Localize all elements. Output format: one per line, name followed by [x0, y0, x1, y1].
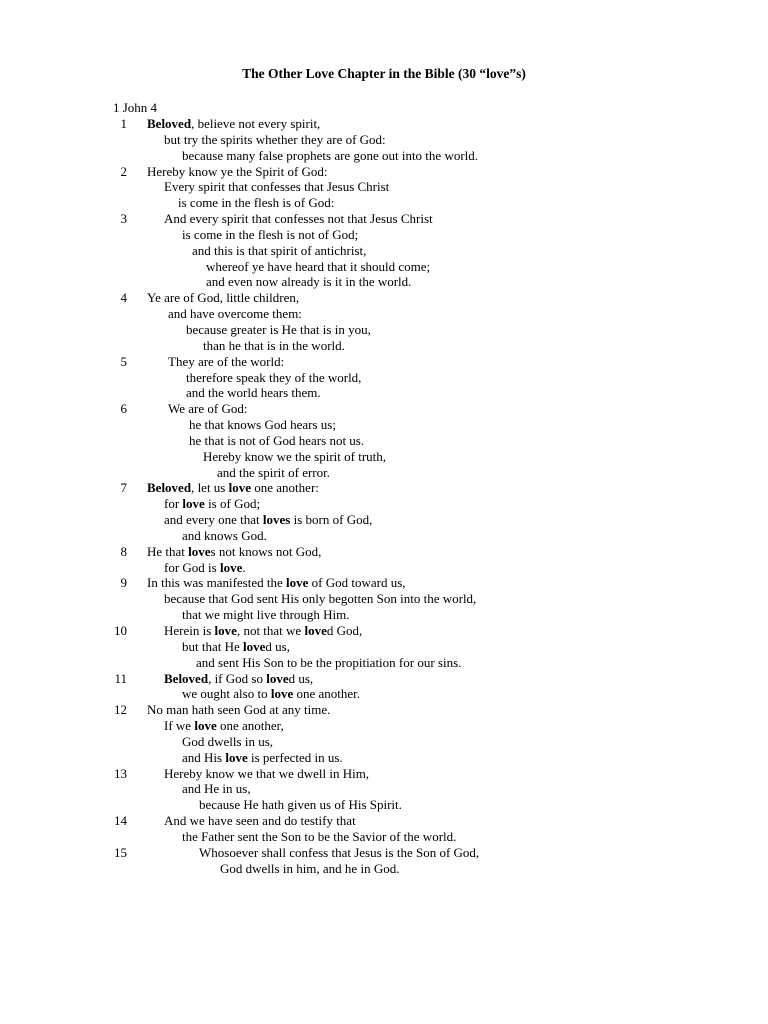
- text-run: one another.: [293, 686, 361, 702]
- verse-line: [0, 813, 768, 829]
- verse-text: [206, 274, 411, 290]
- verse-text: [182, 607, 350, 623]
- text-run: Whosoever shall confess that Jesus is the Son of God,: [199, 844, 480, 860]
- verse-text: [164, 718, 284, 734]
- verse-text: [164, 560, 246, 576]
- text-run: Hereby know we the spirit of truth,: [203, 448, 387, 464]
- text-run: he that is not of God hears not us.: [189, 432, 365, 448]
- verse-line: [0, 655, 768, 671]
- verse-number: 4: [120, 290, 127, 306]
- emphasized-word: love: [243, 638, 266, 654]
- emphasized-word: love: [194, 718, 217, 734]
- verse-number: 3: [120, 211, 127, 227]
- verse-text: [147, 575, 406, 591]
- verse-text: [182, 148, 478, 164]
- text-run: one another,: [216, 718, 284, 734]
- verse-line: [0, 480, 768, 496]
- verse-text: [164, 813, 356, 829]
- verse-text: [164, 132, 386, 148]
- verse-text: [168, 354, 284, 370]
- verse-line: [0, 528, 768, 544]
- text-run: and knows God.: [182, 527, 267, 543]
- verse-line: [0, 417, 768, 433]
- text-run: And we have seen and do testify that: [164, 813, 356, 829]
- verse-text: [164, 591, 476, 607]
- verse-text: [182, 686, 360, 702]
- verse-line: [0, 433, 768, 449]
- emphasized-word: love: [228, 480, 252, 496]
- text-run: and even now already is it in the world.: [206, 274, 412, 290]
- text-run: Ye are of God, little children,: [147, 290, 300, 306]
- text-run: of God toward us,: [308, 575, 406, 591]
- verse-number: 13: [114, 765, 127, 781]
- verse-line: [0, 512, 768, 528]
- document-title: The Other Love Chapter in the Bible (30 “love”s): [242, 66, 526, 81]
- verse-number: 11: [114, 670, 127, 686]
- text-run: , if God so: [208, 670, 267, 686]
- verse-line: [0, 465, 768, 481]
- text-run: d God,: [326, 623, 363, 638]
- verse-line: [0, 639, 768, 655]
- emphasized-word: love: [182, 496, 205, 512]
- text-run: is of God;: [204, 496, 261, 512]
- text-run: and He in us,: [182, 781, 251, 797]
- text-run: but try the spirits whether they are of God:: [164, 131, 386, 147]
- verse-text: [182, 528, 267, 544]
- verse-text: [196, 655, 461, 671]
- verse-text: [182, 227, 358, 243]
- text-run: s not knows not God,: [210, 543, 322, 559]
- text-run: for: [164, 496, 183, 512]
- verse-number: 12: [114, 702, 127, 718]
- verse-number: 15: [114, 844, 127, 860]
- verse-text: [186, 370, 361, 386]
- verse-line: [0, 750, 768, 766]
- text-run: No man hath seen God at any time.: [147, 702, 331, 718]
- verse-number: 10: [114, 623, 127, 638]
- verse-line: [0, 370, 768, 386]
- text-run: but that He: [182, 638, 244, 654]
- verse-text: [189, 433, 364, 449]
- verse-line: [0, 195, 768, 211]
- verse-line: [0, 148, 768, 164]
- text-run: Hereby know we that we dwell in Him,: [164, 765, 370, 781]
- verse-text: [186, 385, 321, 401]
- verse-line: [0, 274, 768, 290]
- verse-number: 14: [114, 813, 127, 829]
- verse-line: [0, 164, 768, 180]
- verse-text: [182, 781, 251, 797]
- text-run: , not that we: [236, 623, 305, 638]
- verse-line: [0, 671, 768, 687]
- verse-line: [0, 718, 768, 734]
- emphasized-word: love: [266, 670, 289, 686]
- text-run: and His: [182, 749, 226, 765]
- text-run: because greater is He that is in you,: [186, 321, 371, 337]
- text-run: In this was manifested the: [147, 575, 286, 591]
- text-run: is come in the flesh is of God:: [178, 195, 335, 211]
- verse-text: [220, 861, 399, 877]
- verse-line: [0, 544, 768, 560]
- verse-line: [0, 781, 768, 797]
- verse-number: 9: [120, 575, 127, 591]
- text-run: is come in the flesh is not of God;: [182, 226, 359, 242]
- text-run: we ought also to: [182, 686, 271, 702]
- verse-text: [168, 401, 247, 417]
- text-run: Herein is: [164, 623, 215, 638]
- verse-line: [0, 211, 768, 227]
- text-run: , believe not every spirit,: [191, 116, 321, 131]
- emphasized-word: loves: [262, 512, 291, 528]
- emphasized-word: love: [270, 686, 294, 702]
- text-run: is perfected in us.: [247, 749, 343, 765]
- verse-text: [164, 496, 260, 512]
- text-run: because that God sent His only begotten Son into the world,: [164, 591, 477, 607]
- text-run: They are of the world:: [168, 353, 285, 369]
- text-run: for God is: [164, 559, 220, 575]
- verse-line: [0, 702, 768, 718]
- verse-line: [0, 591, 768, 607]
- verse-number: 5: [120, 353, 127, 369]
- emphasized-word: Beloved: [147, 116, 192, 131]
- verse-line: [0, 845, 768, 861]
- verse-text: [178, 195, 334, 211]
- verse-number: 7: [120, 480, 127, 496]
- verse-text: [147, 702, 330, 718]
- verse-line: [0, 385, 768, 401]
- verse-line: [0, 797, 768, 813]
- verse-text: [186, 322, 371, 338]
- text-run: than he that is in the world.: [203, 337, 345, 353]
- verse-text: [147, 164, 328, 180]
- verse-line: [0, 766, 768, 782]
- text-run: therefore speak they of the world,: [186, 369, 362, 385]
- verse-text: [164, 512, 372, 528]
- verse-line: [0, 623, 768, 639]
- text-run: He that: [147, 543, 189, 559]
- verse-number: 8: [120, 543, 127, 559]
- verse-line: [0, 116, 768, 132]
- verse-number: 2: [120, 163, 127, 179]
- verse-text: [192, 243, 366, 259]
- emphasized-word: Beloved: [147, 480, 192, 496]
- verse-line: [0, 259, 768, 275]
- text-run: and the spirit of error.: [217, 464, 330, 480]
- verse-line: [0, 322, 768, 338]
- text-run: one another:: [251, 480, 319, 496]
- text-run: d us,: [288, 670, 314, 686]
- text-run: whereof ye have heard that it should come;: [206, 258, 431, 274]
- verse-line: [0, 290, 768, 306]
- text-run: because He hath given us of His Spirit.: [199, 797, 402, 813]
- verse-text: [168, 306, 302, 322]
- verse-text: [217, 465, 330, 481]
- text-run: and have overcome them:: [168, 306, 302, 322]
- verse-text: [164, 179, 389, 195]
- verse-text: [164, 211, 433, 227]
- emphasized-word: love: [225, 749, 248, 765]
- verse-text: [164, 766, 369, 782]
- verse-text: [147, 480, 319, 496]
- text-run: and this is that spirit of antichrist,: [192, 242, 367, 258]
- verse-text: [147, 290, 299, 306]
- verse-line: [0, 243, 768, 259]
- verse-line: [0, 496, 768, 512]
- emphasized-word: Beloved: [164, 670, 209, 686]
- chapter-heading: 1 John 4: [113, 100, 158, 115]
- verse-line: [0, 861, 768, 877]
- verse-text: [203, 449, 386, 465]
- emphasized-word: love: [286, 575, 309, 591]
- text-run: God dwells in us,: [182, 733, 273, 749]
- text-run: .: [242, 559, 246, 575]
- verse-text: [206, 259, 430, 275]
- verse-line: [0, 449, 768, 465]
- text-run: he that knows God hears us;: [189, 417, 336, 433]
- verse-text: [182, 734, 273, 750]
- text-run: d us,: [265, 638, 290, 654]
- verse-text: [147, 116, 320, 132]
- verse-line: [0, 179, 768, 195]
- verse-line: [0, 132, 768, 148]
- verse-line: [0, 829, 768, 845]
- text-run: that we might live through Him.: [182, 607, 350, 623]
- text-run: If we: [164, 718, 195, 734]
- verse-line: [0, 338, 768, 354]
- verse-line: [0, 306, 768, 322]
- text-run: Hereby know ye the Spirit of God:: [147, 163, 328, 179]
- verse-text: [164, 671, 313, 687]
- text-run: Every spirit that confesses that Jesus Christ: [164, 179, 390, 195]
- verse-text: [182, 750, 343, 766]
- emphasized-word: love: [188, 543, 211, 559]
- verse-line: [0, 734, 768, 750]
- verse-text: [203, 338, 345, 354]
- verse-text: [182, 829, 456, 845]
- text-run: is born of God,: [290, 512, 373, 528]
- emphasized-word: love: [219, 559, 243, 575]
- verse-line: [0, 401, 768, 417]
- verse-text: [189, 417, 336, 433]
- verse-list: [0, 116, 768, 877]
- verse-text: [147, 544, 321, 560]
- verse-text: [199, 797, 402, 813]
- verse-text: [199, 845, 479, 861]
- text-run: God dwells in him, and he in God.: [220, 860, 400, 876]
- text-run: , let us: [191, 480, 229, 496]
- emphasized-word: love: [304, 623, 327, 638]
- text-run: and every one that: [164, 512, 263, 528]
- text-run: because many false prophets are gone out into the world.: [182, 147, 479, 163]
- verse-number: 1: [120, 116, 127, 131]
- verse-line: [0, 227, 768, 243]
- text-run: We are of God:: [168, 401, 248, 417]
- text-run: the Father sent the Son to be the Savior of the world.: [182, 828, 457, 844]
- verse-line: [0, 607, 768, 623]
- verse-line: [0, 354, 768, 370]
- verse-text: [164, 623, 362, 639]
- verse-line: [0, 560, 768, 576]
- emphasized-word: love: [214, 623, 237, 638]
- verse-line: [0, 686, 768, 702]
- text-run: and sent His Son to be the propitiation for our sins.: [196, 654, 462, 670]
- verse-line: [0, 575, 768, 591]
- text-run: and the world hears them.: [186, 385, 321, 401]
- verse-text: [182, 639, 290, 655]
- verse-number: 6: [120, 401, 127, 417]
- text-run: And every spirit that confesses not that Jesus Christ: [164, 211, 433, 227]
